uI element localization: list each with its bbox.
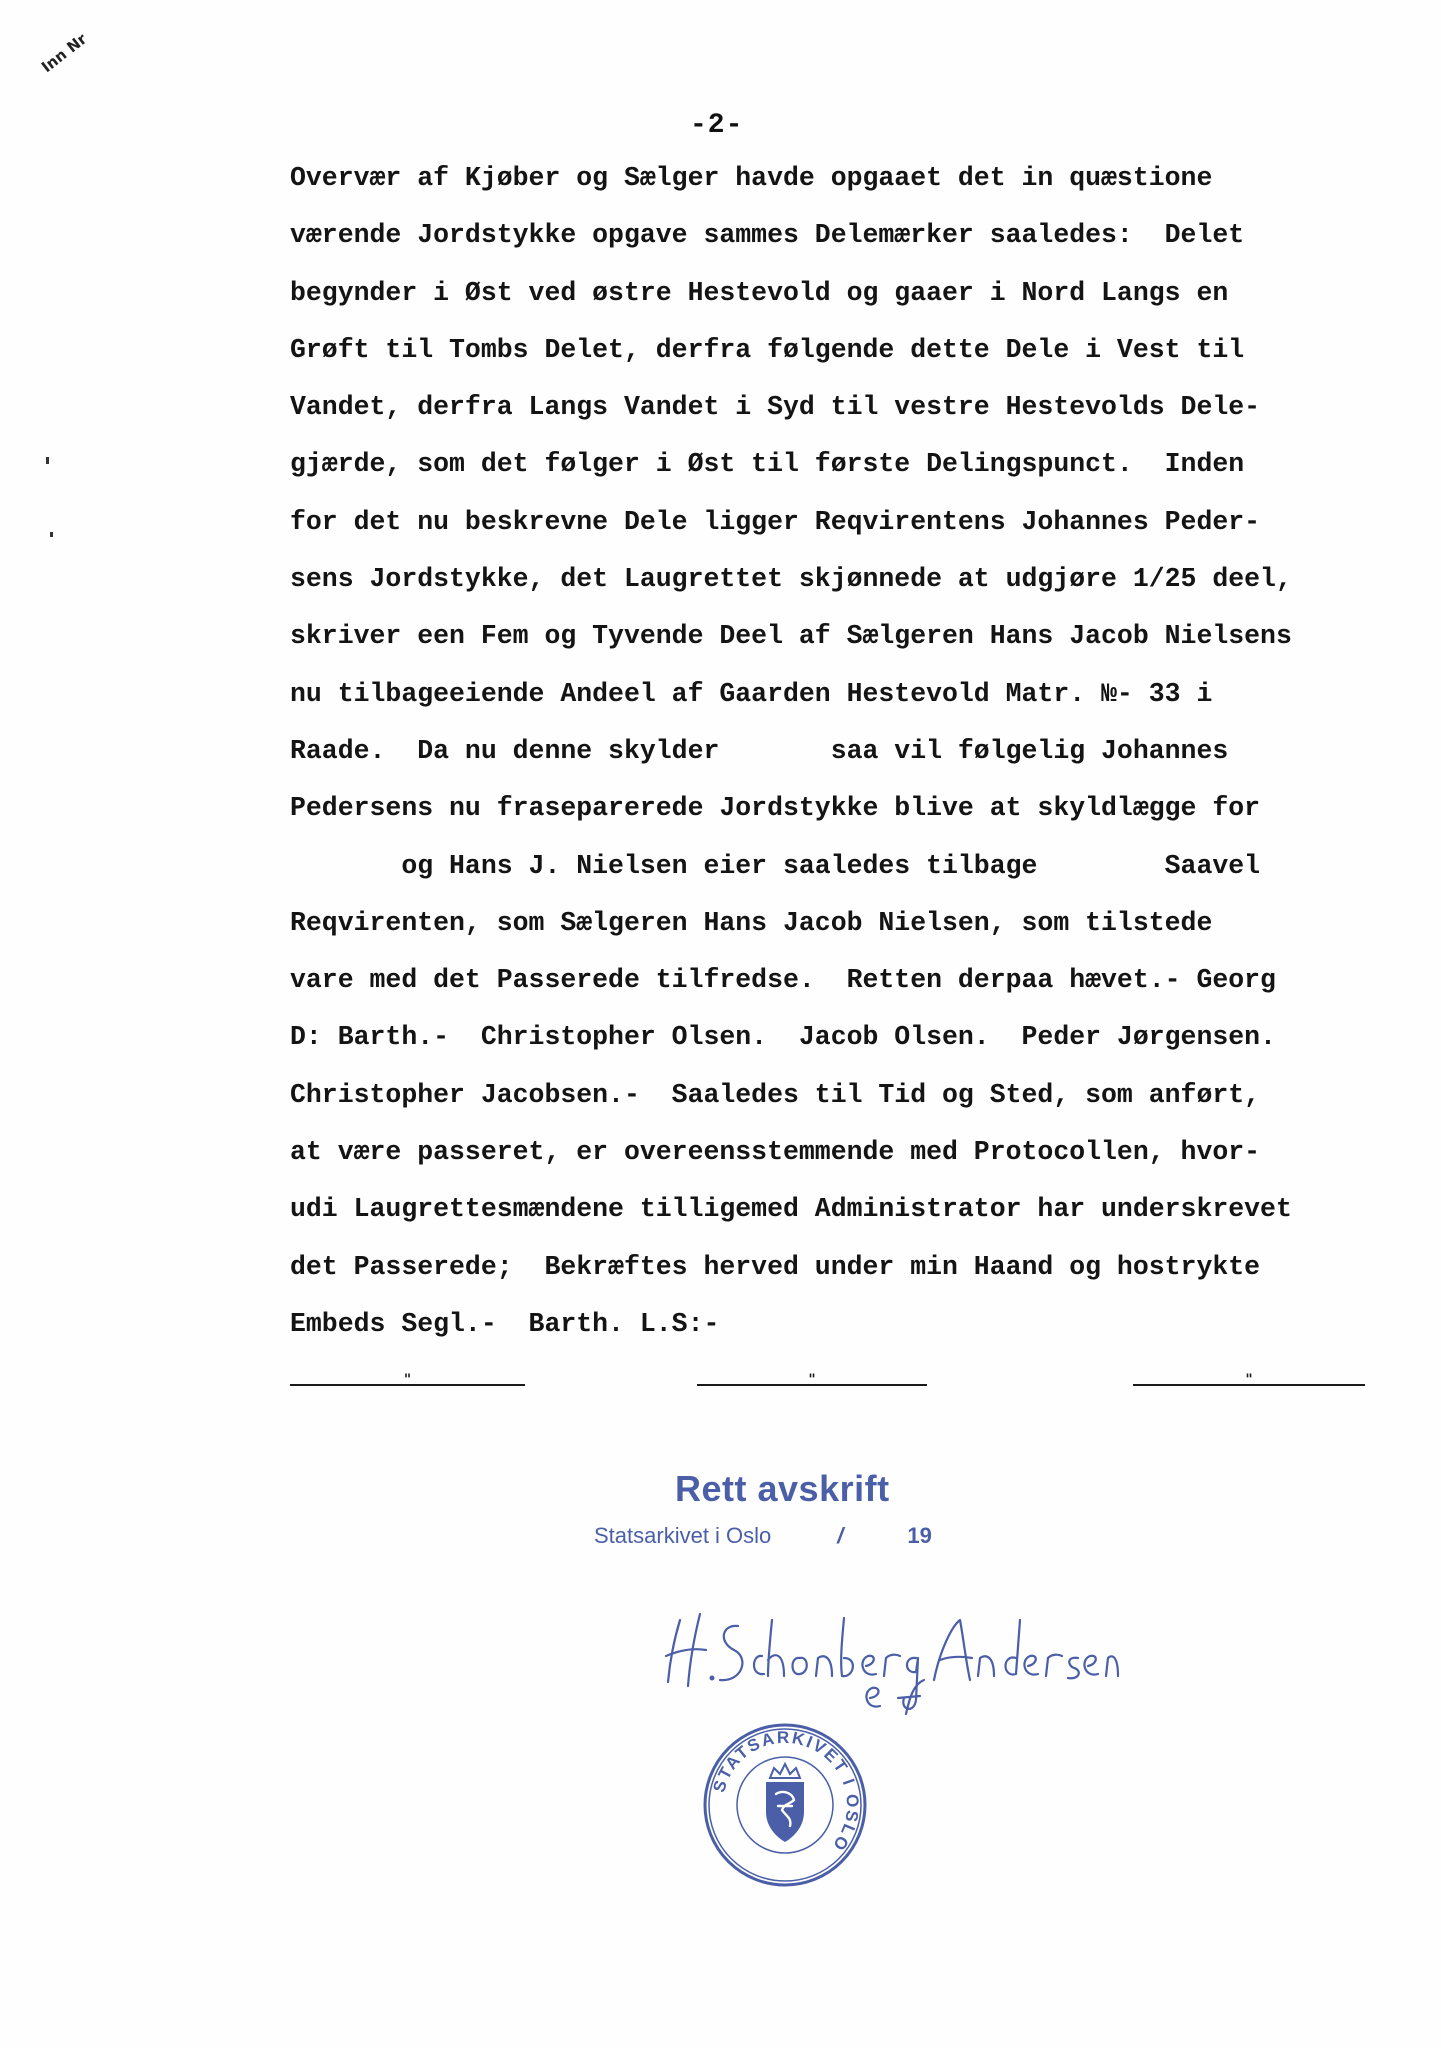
text-line: det Passerede; Bekræftes herved under min Haand og hostrykte <box>290 1251 1261 1282</box>
text-line: værende Jordstykke opgave sammes Delemærker saaledes: Delet <box>290 220 1245 251</box>
archive-name: Statsarkivet i Oslo <box>594 1523 772 1548</box>
page-number: -2- <box>690 110 744 141</box>
text-line: Raade. Da nu denne skylder saa vil følgelig Johannes <box>290 735 1229 766</box>
crown-icon <box>770 1764 800 1778</box>
text-line: skriver een Fem og Tyvende Deel af Sælgeren Hans Jacob Nielsens <box>290 621 1292 652</box>
text-line: Embeds Segl.- Barth. L.S:- <box>290 1308 720 1339</box>
text-line: vare med det Passerede tilfredse. Retten derpaa hævet.- Georg <box>290 965 1276 996</box>
text-line: sens Jordstykke, det Laugrettet skjønnede at udgjøre 1/25 deel, <box>290 564 1292 595</box>
text-line: Reqvirenten, som Sælgeren Hans Jacob Nielsen, som tilstede <box>290 907 1213 938</box>
signature-line <box>290 1372 525 1388</box>
archive-seal-stamp <box>700 1720 870 1890</box>
text-line: Pedersens nu fraseparerede Jordstykke blive at skyldlægge for <box>290 793 1261 824</box>
certified-copy-title: Rett avskrift <box>675 1468 890 1509</box>
handwritten-signature <box>660 1590 1120 1720</box>
margin-tick <box>46 457 49 464</box>
text-line: Christopher Jacobsen.- Saaledes til Tid og Sted, som anført, <box>290 1079 1261 1110</box>
ditto-mark: " <box>1245 1372 1253 1388</box>
text-line: og Hans J. Nielsen eier saaledes tilbage Saavel <box>290 850 1261 881</box>
signature-line <box>697 1372 927 1388</box>
signature-line <box>1133 1372 1365 1388</box>
text-line: D: Barth.- Christopher Olsen. Jacob Olsen. Peder Jørgensen. <box>290 1022 1276 1053</box>
archive-date-line <box>594 1523 958 1549</box>
seal-text: STATSARKIVET I OSLO <box>709 1727 863 1856</box>
date-separator: / <box>837 1523 844 1548</box>
text-line: nu tilbageeiende Andeel af Gaarden Hestevold Matr. №- 33 i <box>290 678 1213 709</box>
ditto-mark: " <box>403 1372 412 1388</box>
margin-tick <box>50 532 53 537</box>
text-line: at være passeret, er overeensstemmende med Protocollen, hvor- <box>290 1137 1261 1168</box>
text-line: begynder i Øst ved østre Hestevold og gaaer i Nord Langs en <box>290 277 1229 308</box>
text-line: Vandet, derfra Langs Vandet i Syd til vestre Hestevolds Dele- <box>290 392 1261 423</box>
year-prefix: 19 <box>907 1523 932 1548</box>
text-line: udi Laugrettesmændene tilligemed Administrator har underskrevet <box>290 1194 1292 1225</box>
typed-text-body <box>290 150 1420 1353</box>
corner-mark: Inn Nr <box>38 29 91 77</box>
text-line: gjærde, som det følger i Øst til første Delingspunct. Inden <box>290 449 1245 480</box>
text-line: Grøft til Tombs Delet, derfra følgende dette Dele i Vest til <box>290 334 1245 365</box>
text-line: for det nu beskrevne Dele ligger Reqvirentens Johannes Peder- <box>290 506 1261 537</box>
ditto-mark: " <box>808 1372 816 1388</box>
text-line: Overvær af Kjøber og Sælger havde opgaaet det in quæstione <box>290 163 1213 193</box>
